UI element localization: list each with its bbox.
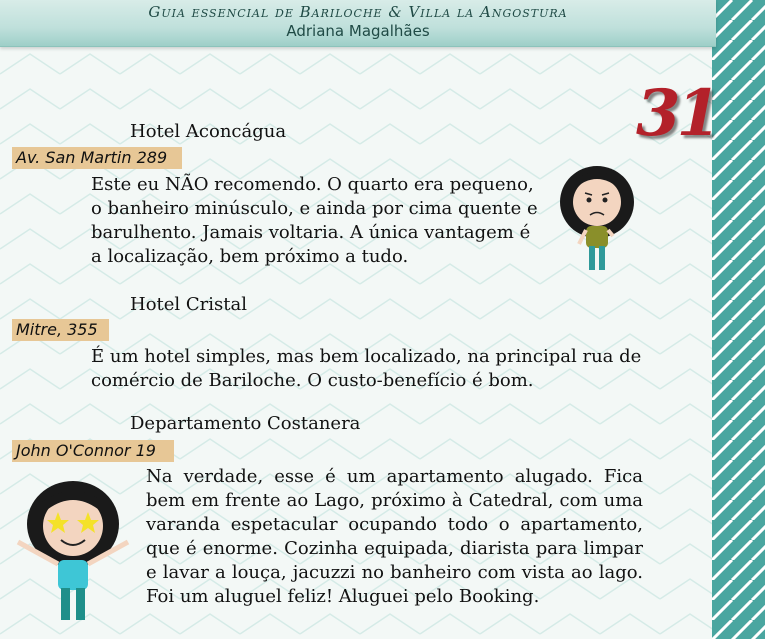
author-name: Adriana Magalhães [286, 22, 430, 40]
description-costanera: Na verdade, esse é um apartamento alugado. Fica bem em frente ao Lago, próximo à Catedral, com uma varanda espetacular ocupando todo o apartamento, que é enorme. Cozinha equipada, diarista para limpar e lavar a louça, jacuzzi no banheiro com vista ao lago. Foi um aluguel feliz! Aluguei pelo Booking. [146, 466, 643, 607]
description-cristal: É um hotel simples, mas bem localizado, na principal rua de comércio de Bariloche. O custo-benefício é bom. [91, 346, 642, 391]
decorative-side-strip [712, 0, 765, 639]
hotel-name-cristal: Hotel Cristal [130, 294, 247, 315]
book-title: Guia essencial de Bariloche & Villa la Angostura [148, 3, 568, 21]
address-cristal: Mitre, 355 [12, 319, 109, 341]
hotel-name-aconcagua: Hotel Aconcágua [130, 121, 287, 142]
happy-girl-icon [8, 476, 138, 624]
hotel-name-costanera: Departamento Costanera [130, 413, 361, 434]
address-aconcagua: Av. San Martin 289 [12, 147, 182, 169]
sad-girl-icon [555, 160, 640, 275]
page-header [0, 0, 716, 47]
address-costanera: John O'Connor 19 [12, 440, 174, 462]
page-number: 31 [636, 76, 718, 151]
description-aconcagua: Este eu NÃO recomendo. O quarto era pequeno, o banheiro minúsculo, e ainda por cima quente e barulhento. Jamais voltaria. A única vantagem é a localização, bem próximo a tudo. [91, 174, 538, 267]
